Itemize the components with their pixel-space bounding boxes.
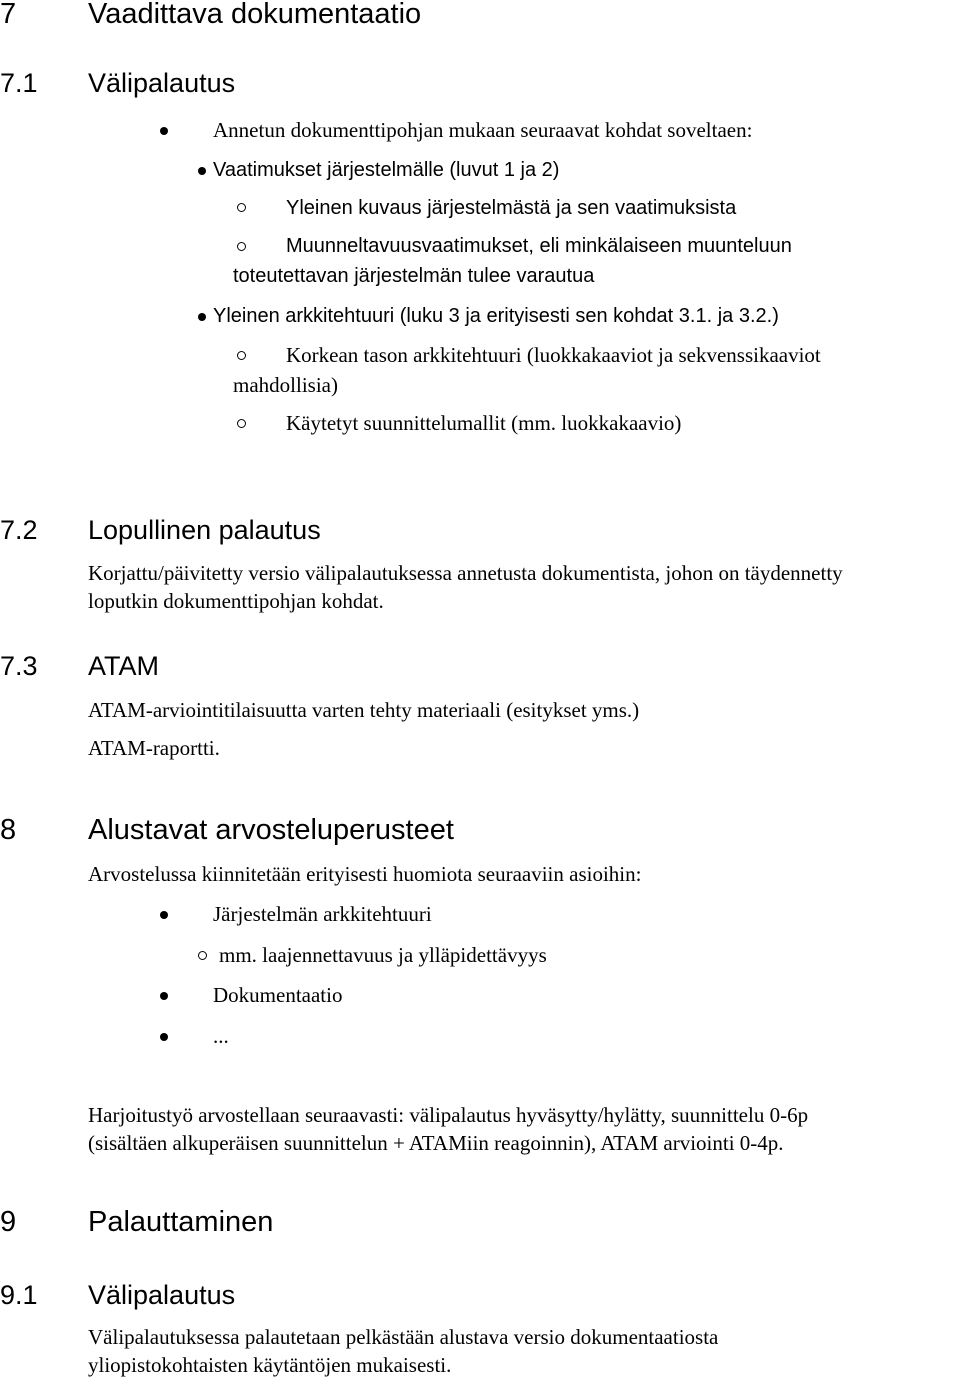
circle-bullet-icon	[198, 951, 207, 960]
list-item: ...	[213, 1024, 229, 1048]
paragraph: ATAM-arviointitilaisuutta varten tehty materiaali (esitykset yms.)	[88, 698, 640, 722]
bullet-icon	[160, 1033, 168, 1041]
paragraph: Välipalautuksessa palautetaan pelkästään alustava versio dokumentaatiosta	[88, 1325, 719, 1349]
heading-7-1	[0, 67, 235, 99]
list-item: Yleinen kuvaus järjestelmästä ja sen vaatimuksista	[286, 197, 737, 219]
heading-title: Välipalautus	[88, 1280, 236, 1310]
bullet-icon	[160, 127, 168, 135]
bullet-icon	[160, 911, 168, 919]
list-item-continuation: toteutettavan järjestelmän tulee varautua	[233, 265, 595, 287]
list-item: Muunneltavuusvaatimukset, eli minkälaiseen muunteluun	[286, 235, 792, 257]
heading-title: Alustavat arvosteluperusteet	[88, 814, 454, 846]
list-intro: Annetun dokumenttipohjan mukaan seuraavat kohdat soveltaen:	[213, 118, 753, 142]
paragraph: Arvostelussa kiinnitetään erityisesti huomiota seuraaviin asioihin:	[88, 862, 642, 886]
list-item: Järjestelmän arkkitehtuuri	[213, 902, 432, 926]
circle-bullet-icon	[237, 351, 246, 360]
heading-title: ATAM	[88, 651, 159, 681]
list-item: mm. laajennettavuus ja ylläpidettävyys	[219, 943, 547, 967]
heading-title: Vaadittava dokumentaatio	[88, 0, 422, 30]
heading-title: Palauttaminen	[88, 1206, 274, 1238]
list-item: Dokumentaatio	[213, 983, 343, 1007]
list-item: Korkean tason arkkitehtuuri (luokkakaaviot ja sekvenssikaaviot	[286, 343, 821, 367]
heading-number: 7.3	[0, 651, 38, 681]
paragraph: yliopistokohtaisten käytäntöjen mukaisesti.	[88, 1353, 452, 1377]
heading-9	[0, 1205, 273, 1239]
heading-7-3	[0, 650, 159, 682]
paragraph: Harjoitustyö arvostellaan seuraavasti: välipalautus hyväsytty/hylätty, suunnittelu 0-6p	[88, 1103, 809, 1127]
heading-9-1	[0, 1279, 235, 1311]
circle-bullet-icon	[237, 203, 246, 212]
bullet-icon	[198, 167, 206, 175]
heading-number: 7.2	[0, 515, 38, 545]
paragraph: Korjattu/päivitetty versio välipalautuksessa annetusta dokumentista, johon on täydennetty	[88, 561, 843, 585]
paragraph: (sisältäen alkuperäisen suunnittelun + ATAMiin reagoinnin), ATAM arviointi 0-4p.	[88, 1131, 784, 1155]
bullet-icon	[198, 313, 206, 321]
heading-number: 8	[0, 814, 17, 846]
circle-bullet-icon	[237, 242, 246, 251]
list-item: Käytetyt suunnittelumallit (mm. luokkakaavio)	[286, 411, 682, 435]
heading-number: 7.1	[0, 68, 38, 98]
heading-number: 9	[0, 1206, 17, 1238]
heading-title: Välipalautus	[88, 68, 236, 98]
list-item: Vaatimukset järjestelmälle (luvut 1 ja 2)	[213, 159, 560, 181]
heading-title: Lopullinen palautus	[88, 515, 321, 545]
heading-number: 7	[0, 0, 17, 30]
list-item: Yleinen arkkitehtuuri (luku 3 ja erityisesti sen kohdat 3.1. ja 3.2.)	[213, 305, 779, 327]
heading-number: 9.1	[0, 1280, 38, 1310]
paragraph: ATAM-raportti.	[88, 736, 220, 760]
list-item-continuation: mahdollisia)	[233, 373, 338, 397]
heading-7-2	[0, 514, 321, 546]
circle-bullet-icon	[237, 419, 246, 428]
heading-7	[0, 0, 421, 31]
paragraph: loputkin dokumenttipohjan kohdat.	[88, 589, 384, 613]
bullet-icon	[160, 992, 168, 1000]
heading-8	[0, 813, 454, 847]
